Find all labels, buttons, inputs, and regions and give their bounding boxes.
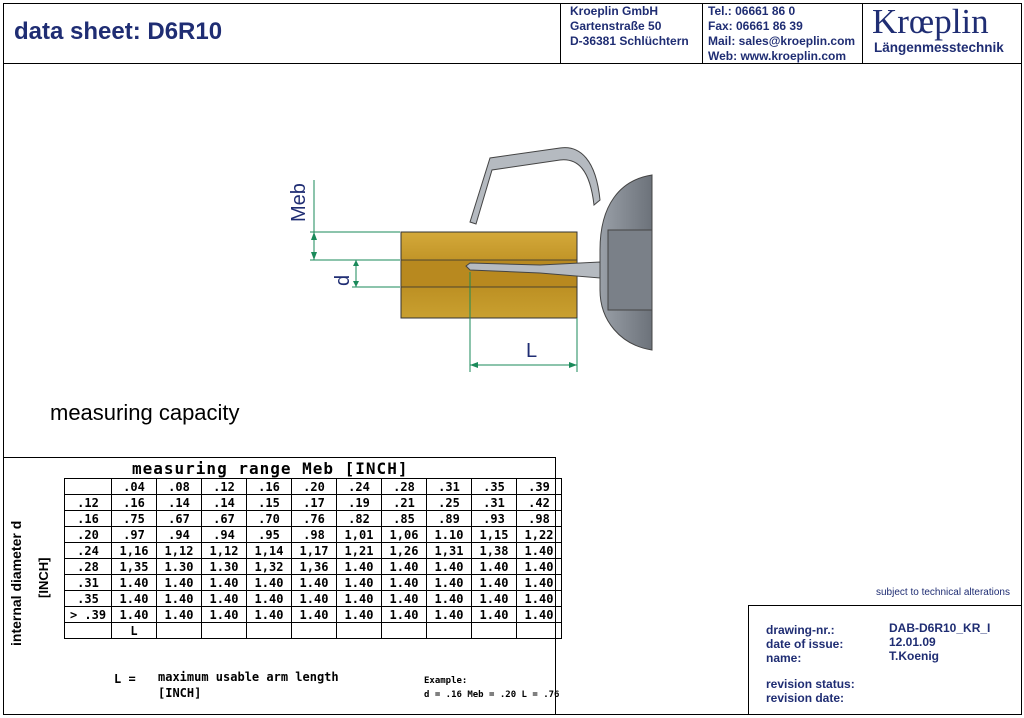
company-contact [708, 4, 855, 64]
table-cell: .98 [517, 511, 562, 527]
table-cell: 1.30 [157, 559, 202, 575]
table-row [65, 575, 562, 591]
page-title: data sheet: D6R10 [14, 18, 223, 45]
table-cell: 1,32 [247, 559, 292, 575]
dimension-l-label: L [526, 340, 538, 362]
table-cell: 1.40 [427, 559, 472, 575]
table-cell: 1.40 [337, 559, 382, 575]
table-cell: 1.40 [472, 607, 517, 623]
table-cell: 1,31 [427, 543, 472, 559]
table-cell: .85 [382, 511, 427, 527]
table-cell: .25 [427, 495, 472, 511]
table-cell: 1.40 [337, 607, 382, 623]
table-cell: .89 [427, 511, 472, 527]
table-cell: 1,01 [337, 527, 382, 543]
table-cell: .98 [292, 527, 337, 543]
table-cell: .67 [157, 511, 202, 527]
table-cell: 1,17 [292, 543, 337, 559]
table-cell: 1.40 [337, 591, 382, 607]
table-cell [427, 623, 472, 639]
drawing-nr-label: drawing-nr.: [766, 623, 835, 637]
table-cell: 1.40 [472, 591, 517, 607]
dimension-meb-label: Meb [288, 183, 310, 222]
table-cell: 1.40 [292, 575, 337, 591]
table-cell: 1.40 [292, 607, 337, 623]
table-cell: 1,38 [472, 543, 517, 559]
table-cell: .95 [247, 527, 292, 543]
upper-arm [470, 148, 600, 224]
table-cell [517, 623, 562, 639]
technical-note: subject to technical alterations [876, 587, 1010, 598]
table-cell: 1.40 [112, 607, 157, 623]
table-cell: 1.40 [472, 559, 517, 575]
meb-header: .08 [157, 479, 202, 495]
table-cell: 1.40 [157, 591, 202, 607]
table-cell: .21 [382, 495, 427, 511]
table-cell: .82 [337, 511, 382, 527]
row-header-d: .35 [65, 591, 112, 607]
table-cell: 1,15 [472, 527, 517, 543]
header-divider-1 [560, 3, 561, 64]
table-cell: .31 [472, 495, 517, 511]
table-title: measuring range Meb [INCH] [132, 459, 409, 478]
table-cell: .16 [112, 495, 157, 511]
table-cell: 1,12 [202, 543, 247, 559]
row-header-d: .24 [65, 543, 112, 559]
row-header-d: .12 [65, 495, 112, 511]
table-row [65, 527, 562, 543]
table-cell: 1.10 [427, 527, 472, 543]
table-cell: .14 [202, 495, 247, 511]
row-header-d: .20 [65, 527, 112, 543]
table-cell: .42 [517, 495, 562, 511]
legend-key: L = [114, 672, 136, 686]
table-row [65, 559, 562, 575]
meb-header: .04 [112, 479, 157, 495]
table-cell: 1.40 [112, 575, 157, 591]
table-cell: 1.40 [112, 591, 157, 607]
table-cell: .97 [112, 527, 157, 543]
table-cell: 1.40 [337, 575, 382, 591]
table-header-row [65, 479, 562, 495]
table-cell [337, 623, 382, 639]
table-cell: 1,14 [247, 543, 292, 559]
table-cell: 1.40 [382, 575, 427, 591]
table-cell: 1.30 [202, 559, 247, 575]
table-cell: 1,26 [382, 543, 427, 559]
table-cell: 1,21 [337, 543, 382, 559]
table-row [65, 607, 562, 623]
meb-header: .16 [247, 479, 292, 495]
drawing-nr-value: DAB-D6R10_KR_I [889, 621, 991, 635]
capacity-table-body [65, 495, 562, 623]
revision-status-labels [766, 677, 855, 705]
table-cell [65, 623, 112, 639]
table-cell: 1.40 [382, 559, 427, 575]
meb-header: .12 [202, 479, 247, 495]
revision-values [889, 621, 990, 663]
contact-fax: Fax: 06661 86 39 [708, 19, 803, 33]
meb-header: .31 [427, 479, 472, 495]
table-cell [292, 623, 337, 639]
example-title: Example: [424, 676, 468, 686]
row-header-d: > .39 [65, 607, 112, 623]
table-cell: 1.40 [157, 607, 202, 623]
company-name: Kroeplin GmbH [570, 4, 659, 18]
meb-header: .24 [337, 479, 382, 495]
table-cell: 1.40 [247, 591, 292, 607]
gauge-window [608, 230, 652, 310]
table-row [65, 591, 562, 607]
name-value: T.Koenig [889, 649, 939, 663]
table-cell: .67 [202, 511, 247, 527]
table-cell: 1.40 [517, 575, 562, 591]
table-cell: 1.40 [382, 607, 427, 623]
table-cell: 1.40 [427, 575, 472, 591]
table-cell: 1.40 [382, 591, 427, 607]
legend-unit: [INCH] [158, 686, 202, 700]
table-row [65, 495, 562, 511]
table-cell: 1.40 [202, 607, 247, 623]
table-cell: 1.40 [292, 591, 337, 607]
example-text: d = .16 Meb = .20 L = .76 [424, 690, 560, 700]
table-cell: .70 [247, 511, 292, 527]
table-cell: 1.40 [427, 591, 472, 607]
table-cell: 1.40 [517, 607, 562, 623]
capacity-table [64, 478, 562, 639]
contact-web[interactable]: Web: www.kroeplin.com [708, 49, 847, 63]
table-cell: .94 [202, 527, 247, 543]
company-city: D-36381 Schlüchtern [570, 34, 689, 48]
company-address [570, 4, 689, 49]
table-cell: 1.40 [202, 575, 247, 591]
contact-mail[interactable]: Mail: sales@kroeplin.com [708, 34, 856, 48]
revision-date-label: revision date: [766, 691, 845, 705]
table-cell: 1,22 [517, 527, 562, 543]
table-row [65, 543, 562, 559]
header-divider-3 [862, 3, 863, 64]
table-cell: .94 [157, 527, 202, 543]
table-cell: .17 [292, 495, 337, 511]
table-side-label: internal diameter d [8, 520, 24, 646]
legend-text: maximum usable arm length [158, 670, 339, 684]
legend-row-label: L [112, 623, 157, 639]
table-cell [247, 623, 292, 639]
meb-header: .35 [472, 479, 517, 495]
revision-labels [766, 623, 843, 665]
row-header-d: .28 [65, 559, 112, 575]
gauge-drawing [270, 130, 670, 380]
table-cell: 1.40 [472, 575, 517, 591]
row-header-d: .31 [65, 575, 112, 591]
company-street: Gartenstraße 50 [570, 19, 662, 33]
table-cell: 1.40 [247, 575, 292, 591]
table-cell: .19 [337, 495, 382, 511]
table-cell: .93 [472, 511, 517, 527]
meb-header: .20 [292, 479, 337, 495]
table-cell: 1.40 [517, 543, 562, 559]
table-cell: 1.40 [202, 591, 247, 607]
table-cell [472, 623, 517, 639]
table-cell: 1.40 [247, 607, 292, 623]
table-corner-cell [65, 479, 112, 495]
table-side-unit: [INCH] [36, 557, 51, 598]
table-cell [382, 623, 427, 639]
table-cell: 1,12 [157, 543, 202, 559]
contact-tel: Tel.: 06661 86 0 [708, 4, 796, 18]
table-cell: 1.40 [427, 607, 472, 623]
table-cell [202, 623, 247, 639]
revision-status-label: revision status: [766, 677, 855, 691]
company-logo-subtitle: Längenmesstechnik [874, 40, 1004, 55]
table-legend-row [65, 623, 562, 639]
name-label: name: [766, 651, 802, 665]
table-cell: .76 [292, 511, 337, 527]
dimension-d-label: d [332, 274, 354, 286]
company-logo: Krœplin [872, 2, 989, 41]
date-of-issue-label: date of issue: [766, 637, 844, 651]
table-cell: .75 [112, 511, 157, 527]
table-cell: 1.40 [517, 591, 562, 607]
table-cell: .14 [157, 495, 202, 511]
table-cell: 1.40 [157, 575, 202, 591]
table-cell: 1,35 [112, 559, 157, 575]
meb-header: .28 [382, 479, 427, 495]
section-title: measuring capacity [50, 400, 240, 425]
table-cell: 1,16 [112, 543, 157, 559]
table-cell: 1,06 [382, 527, 427, 543]
table-cell: 1.40 [517, 559, 562, 575]
table-row [65, 511, 562, 527]
row-header-d: .16 [65, 511, 112, 527]
table-cell [157, 623, 202, 639]
table-cell: 1,36 [292, 559, 337, 575]
header-divider-2 [702, 3, 703, 64]
meb-header: .39 [517, 479, 562, 495]
date-of-issue-value: 12.01.09 [889, 635, 936, 649]
table-cell: .15 [247, 495, 292, 511]
